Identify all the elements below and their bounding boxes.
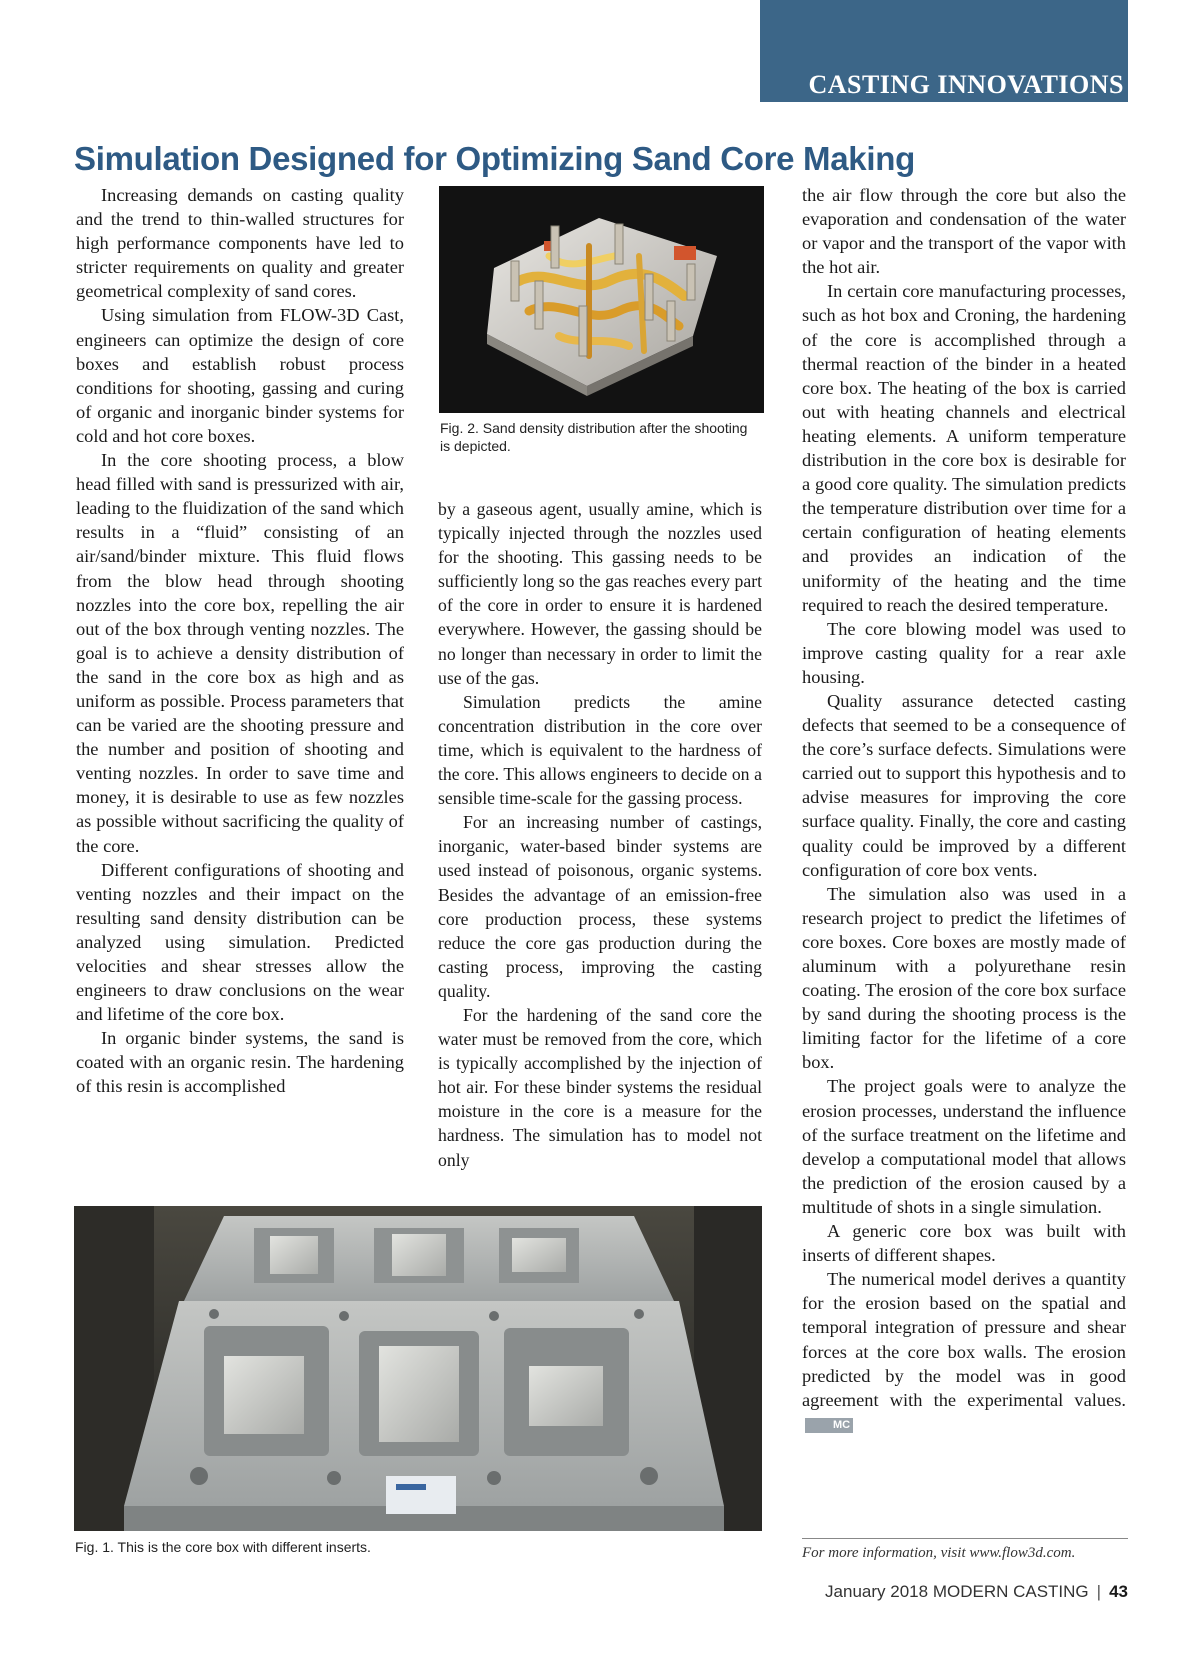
paragraph: Different configurations of shooting and venting nozzles and their impact on the resulting sand density distribution can be analyzed using simulation. Predicted velocities and shear stresses allow the engineers to draw conclusions on the wear and lifetime of the core box.: [76, 859, 404, 1025]
core-box-render: [74, 1206, 762, 1531]
article-title: Simulation Designed for Optimizing Sand Core Making: [74, 140, 915, 177]
footer-divider: |: [1096, 1582, 1102, 1601]
page-number: 43: [1109, 1582, 1128, 1601]
paragraph: Using simulation from FLOW-3D Cast, engineers can optimize the design of core boxes and establish robust process conditions for shooting, gassing and curing of organic and inorganic binder systems for cold and hot core boxes.: [76, 305, 404, 446]
section-label: CASTING INNOVATIONS: [808, 70, 1124, 99]
paragraph: [802, 1267, 1126, 1436]
paragraph: The simulation also was used in a research project to predict the lifetimes of core boxes. Core boxes are mostly made of aluminum with a polyurethane resin coating. The erosion of the core box surface by sand during the shooting process is the limiting factor for the lifetime of a core box.: [802, 883, 1126, 1073]
article-column-2: [438, 497, 762, 1172]
paragraph: A generic core box was built with inserts of different shapes.: [802, 1221, 1126, 1266]
fig1-caption: Fig. 1. This is the core box with different inserts.: [75, 1539, 371, 1555]
paragraph: In the core shooting process, a blow head filled with sand is pressurized with air, leading to the fluidization of the sand which results in a “fluid” consisting of an air/sand/binder mixture. This fluid flows from the blow head through shooting nozzles into the core box, repelling the air out of the box through venting nozzles. The goal is to achieve a density distribution of the sand in the core box as high and as uniform as possible. Process parameters that can be varied are the shooting pressure and the number and position of shooting and venting nozzles. In order to save time and money, it is desirable to use as few nozzles as possible without sacrificing the quality of the core.: [76, 450, 404, 856]
article-column-1: [76, 183, 404, 1099]
paragraph-text: The numerical model derives a quantity for the erosion based on the spatial and temporal integration of pressure and shear forces at the core box walls. The erosion predicted by the model was in good agreement with the experimental values.: [802, 1269, 1126, 1410]
more-info-note: For more information, visit www.flow3d.com.: [802, 1538, 1128, 1562]
paragraph: Simulation predicts the amine concentration distribution in the core over time, which is equivalent to the hardness of the core. This allows engineers to decide on a sensible time-scale for the gassing process.: [438, 691, 762, 809]
page-footer: [825, 1582, 1128, 1602]
sand-density-render: [439, 186, 764, 413]
paragraph: by a gaseous agent, usually amine, which is typically injected through the nozzles used for the shooting. This gassing needs to be sufficiently long so the gas reaches every part of the core in order to ensure it is hardened everywhere. However, the gassing should be no longer than necessary in order to limit the use of the gas.: [438, 499, 762, 688]
end-mark-badge: MC: [805, 1418, 853, 1433]
paragraph: In organic binder systems, the sand is coated with an organic resin. The hardening of this resin is accomplished: [76, 1028, 404, 1097]
paragraph: For the hardening of the sand core the water must be removed from the core, which is typically accomplished by the injection of hot air. For these binder systems the residual moisture in the core is a measure for the hardness. The simulation has to model not only: [438, 1004, 762, 1170]
paragraph: Increasing demands on casting quality and the trend to thin-walled structures for high performance components have led to stricter requirements on quality and greater geometrical complexity of sand cores.: [76, 185, 404, 302]
section-header: [760, 0, 1128, 102]
article-column-3: [802, 183, 1126, 1436]
paragraph: the air flow through the core but also the evaporation and condensation of the water or vapor and the transport of the vapor with the hot air.: [802, 185, 1126, 278]
fig2-sand-density-image: [439, 186, 764, 413]
footer-magazine: MODERN CASTING: [932, 1582, 1089, 1601]
paragraph: Quality assurance detected casting defects that seemed to be a consequence of the core’s surface defects. Simulations were carried out to support this hypothesis and to advise measures for improving the core surface quality. Finally, the core and casting quality could be improved by a different configuration of core box vents.: [802, 690, 1126, 880]
paragraph: In certain core manufacturing processes, such as hot box and Croning, the hardening of the core is accomplished through a thermal reaction of the binder in a heated core box. The heating of the box is carried out with heating channels and electrical heating elements. A uniform temperature distribution in the core box is desirable for a good core quality. The simulation predicts the temperature distribution over time for a certain configuration of heating elements and provides an indication of the uniformity of the heating and the time required to reach the desired temperature.: [802, 281, 1126, 615]
footer-date: January 2018: [825, 1582, 929, 1601]
fig2-caption: Fig. 2. Sand density distribution after the shooting is depicted.: [440, 420, 748, 454]
paragraph: The project goals were to analyze the erosion processes, understand the influence of the surface treatment on the lifetime and develop a computational model that allows the prediction of the erosion caused by a multitude of shots in a single simulation.: [802, 1076, 1126, 1217]
paragraph: For an increasing number of castings, inorganic, water-based binder systems are used instead of poisonous, organic systems. Besides the advantage of an emission-free core production process, these systems reduce the core gas production during the casting process, improving the casting quality.: [438, 812, 762, 1001]
paragraph: The core blowing model was used to improve casting quality for a rear axle housing.: [802, 618, 1126, 687]
fig1-core-box-photo: [74, 1206, 762, 1531]
